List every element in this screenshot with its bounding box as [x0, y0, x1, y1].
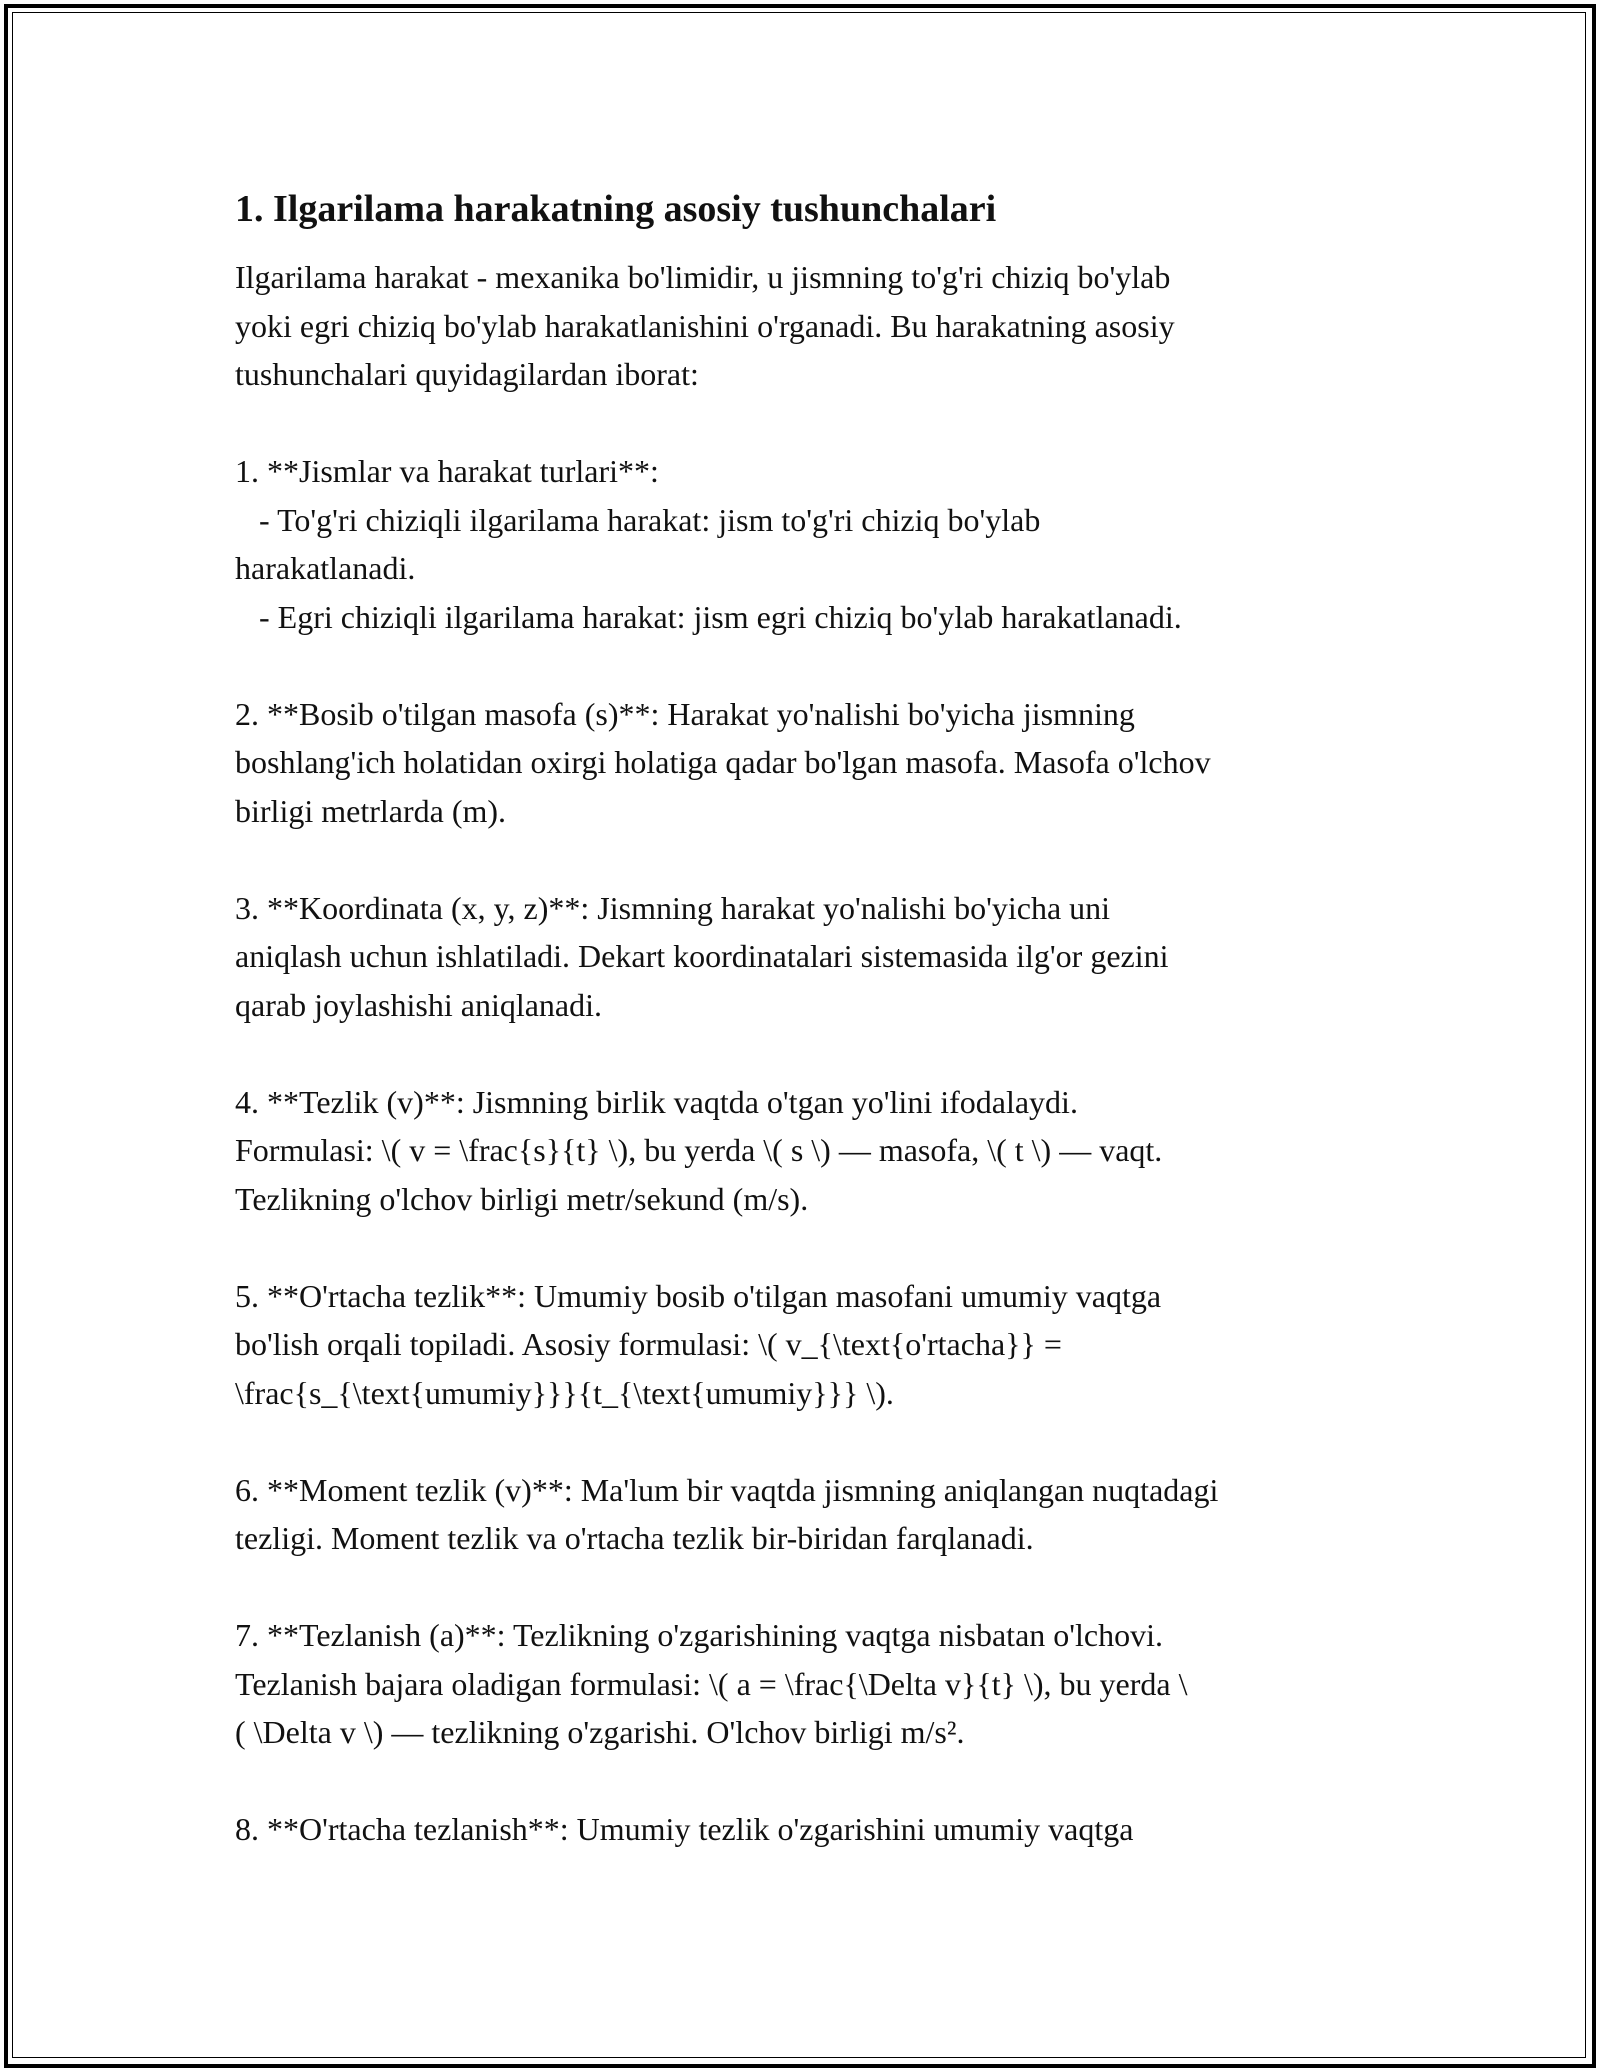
- list-item-6: [235, 1466, 1385, 1563]
- item-line: - Egri chiziqli ilgarilama harakat: jism egri chiziq bo'ylab harakatlanadi.: [235, 598, 1182, 635]
- item-line: 5. **O'rtacha tezlik**: Umumiy bosib o'tilgan masofani umumiy vaqtga: [235, 1277, 1162, 1314]
- intro-paragraph: [235, 253, 1385, 399]
- item-line: 4. **Tezlik (v)**: Jismning birlik vaqtda o'tgan yo'lini ifodalaydi.: [235, 1083, 1078, 1120]
- intro-line: Ilgarilama harakat - mexanika bo'limidir, u jismning to'g'ri chiziq bo'ylab: [235, 259, 1171, 295]
- item-line: aniqlash uchun ishlatiladi. Dekart koordinatalari sistemasida ilg'or gezini: [235, 938, 1169, 974]
- list-item-3: [235, 884, 1385, 1030]
- intro-line: yoki egri chiziq bo'ylab harakatlanishini o'rganadi. Bu harakatning asosiy: [235, 307, 1175, 344]
- list-item-1: [235, 447, 1385, 641]
- list-item-7: [235, 1611, 1385, 1757]
- item-line: 1. **Jismlar va harakat turlari**:: [235, 453, 659, 489]
- item-line: tezligi. Moment tezlik va o'rtacha tezlik bir-biridan farqlanadi.: [235, 1520, 1034, 1556]
- item-line: \frac{s_{\text{umumiy}}}{t_{\text{umumiy}}} \).: [235, 1374, 894, 1411]
- item-line: 6. **Moment tezlik (v)**: Ma'lum bir vaqtda jismning aniqlangan nuqtadagi: [235, 1471, 1219, 1508]
- list-item-4: [235, 1078, 1385, 1224]
- item-line: 7. **Tezlanish (a)**: Tezlikning o'zgarishining vaqtga nisbatan o'lchovi.: [235, 1617, 1164, 1653]
- item-line: Formulasi: \( v = \frac{s}{t} \), bu yerda \( s \) — masofa, \( t \) — vaqt.: [235, 1132, 1163, 1168]
- list-item-5: [235, 1272, 1385, 1418]
- item-line: 2. **Bosib o'tilgan masofa (s)**: Harakat yo'nalishi bo'yicha jismning: [235, 695, 1135, 732]
- item-line: qarab joylashishi aniqlanadi.: [235, 986, 603, 1023]
- item-line: bo'lish orqali topiladi. Asosiy formulasi: \( v_{\text{o'rtacha}} =: [235, 1326, 1062, 1362]
- list-item-8: [235, 1805, 1385, 1854]
- item-line: boshlang'ich holatidan oxirgi holatiga qadar bo'lgan masofa. Masofa o'lchov: [235, 744, 1211, 780]
- document-body: [235, 185, 1385, 1854]
- item-line: Tezlikning o'lchov birligi metr/sekund (m/s).: [235, 1180, 809, 1217]
- intro-line: tushunchalari quyidagilardan iborat:: [235, 356, 699, 392]
- item-line: 8. **O'rtacha tezlanish**: Umumiy tezlik o'zgarishini umumiy vaqtga: [235, 1811, 1134, 1847]
- item-line: birligi metrlarda (m).: [235, 792, 507, 829]
- item-line: Tezlanish bajara oladigan formulasi: \( a = \frac{\Delta v}{t} \), bu yerda \: [235, 1665, 1188, 1702]
- list-item-2: [235, 690, 1385, 836]
- item-line: 3. **Koordinata (x, y, z)**: Jismning harakat yo'nalishi bo'yicha uni: [235, 889, 1111, 926]
- item-line: ( \Delta v \) — tezlikning o'zgarishi. O'lchov birligi m/s².: [235, 1714, 965, 1750]
- item-line: harakatlanadi.: [235, 550, 416, 586]
- section-heading: 1. Ilgarilama harakatning asosiy tushunchalari: [235, 188, 997, 230]
- item-line: - To'g'ri chiziqli ilgarilama harakat: jism to'g'ri chiziq bo'ylab: [235, 501, 1041, 538]
